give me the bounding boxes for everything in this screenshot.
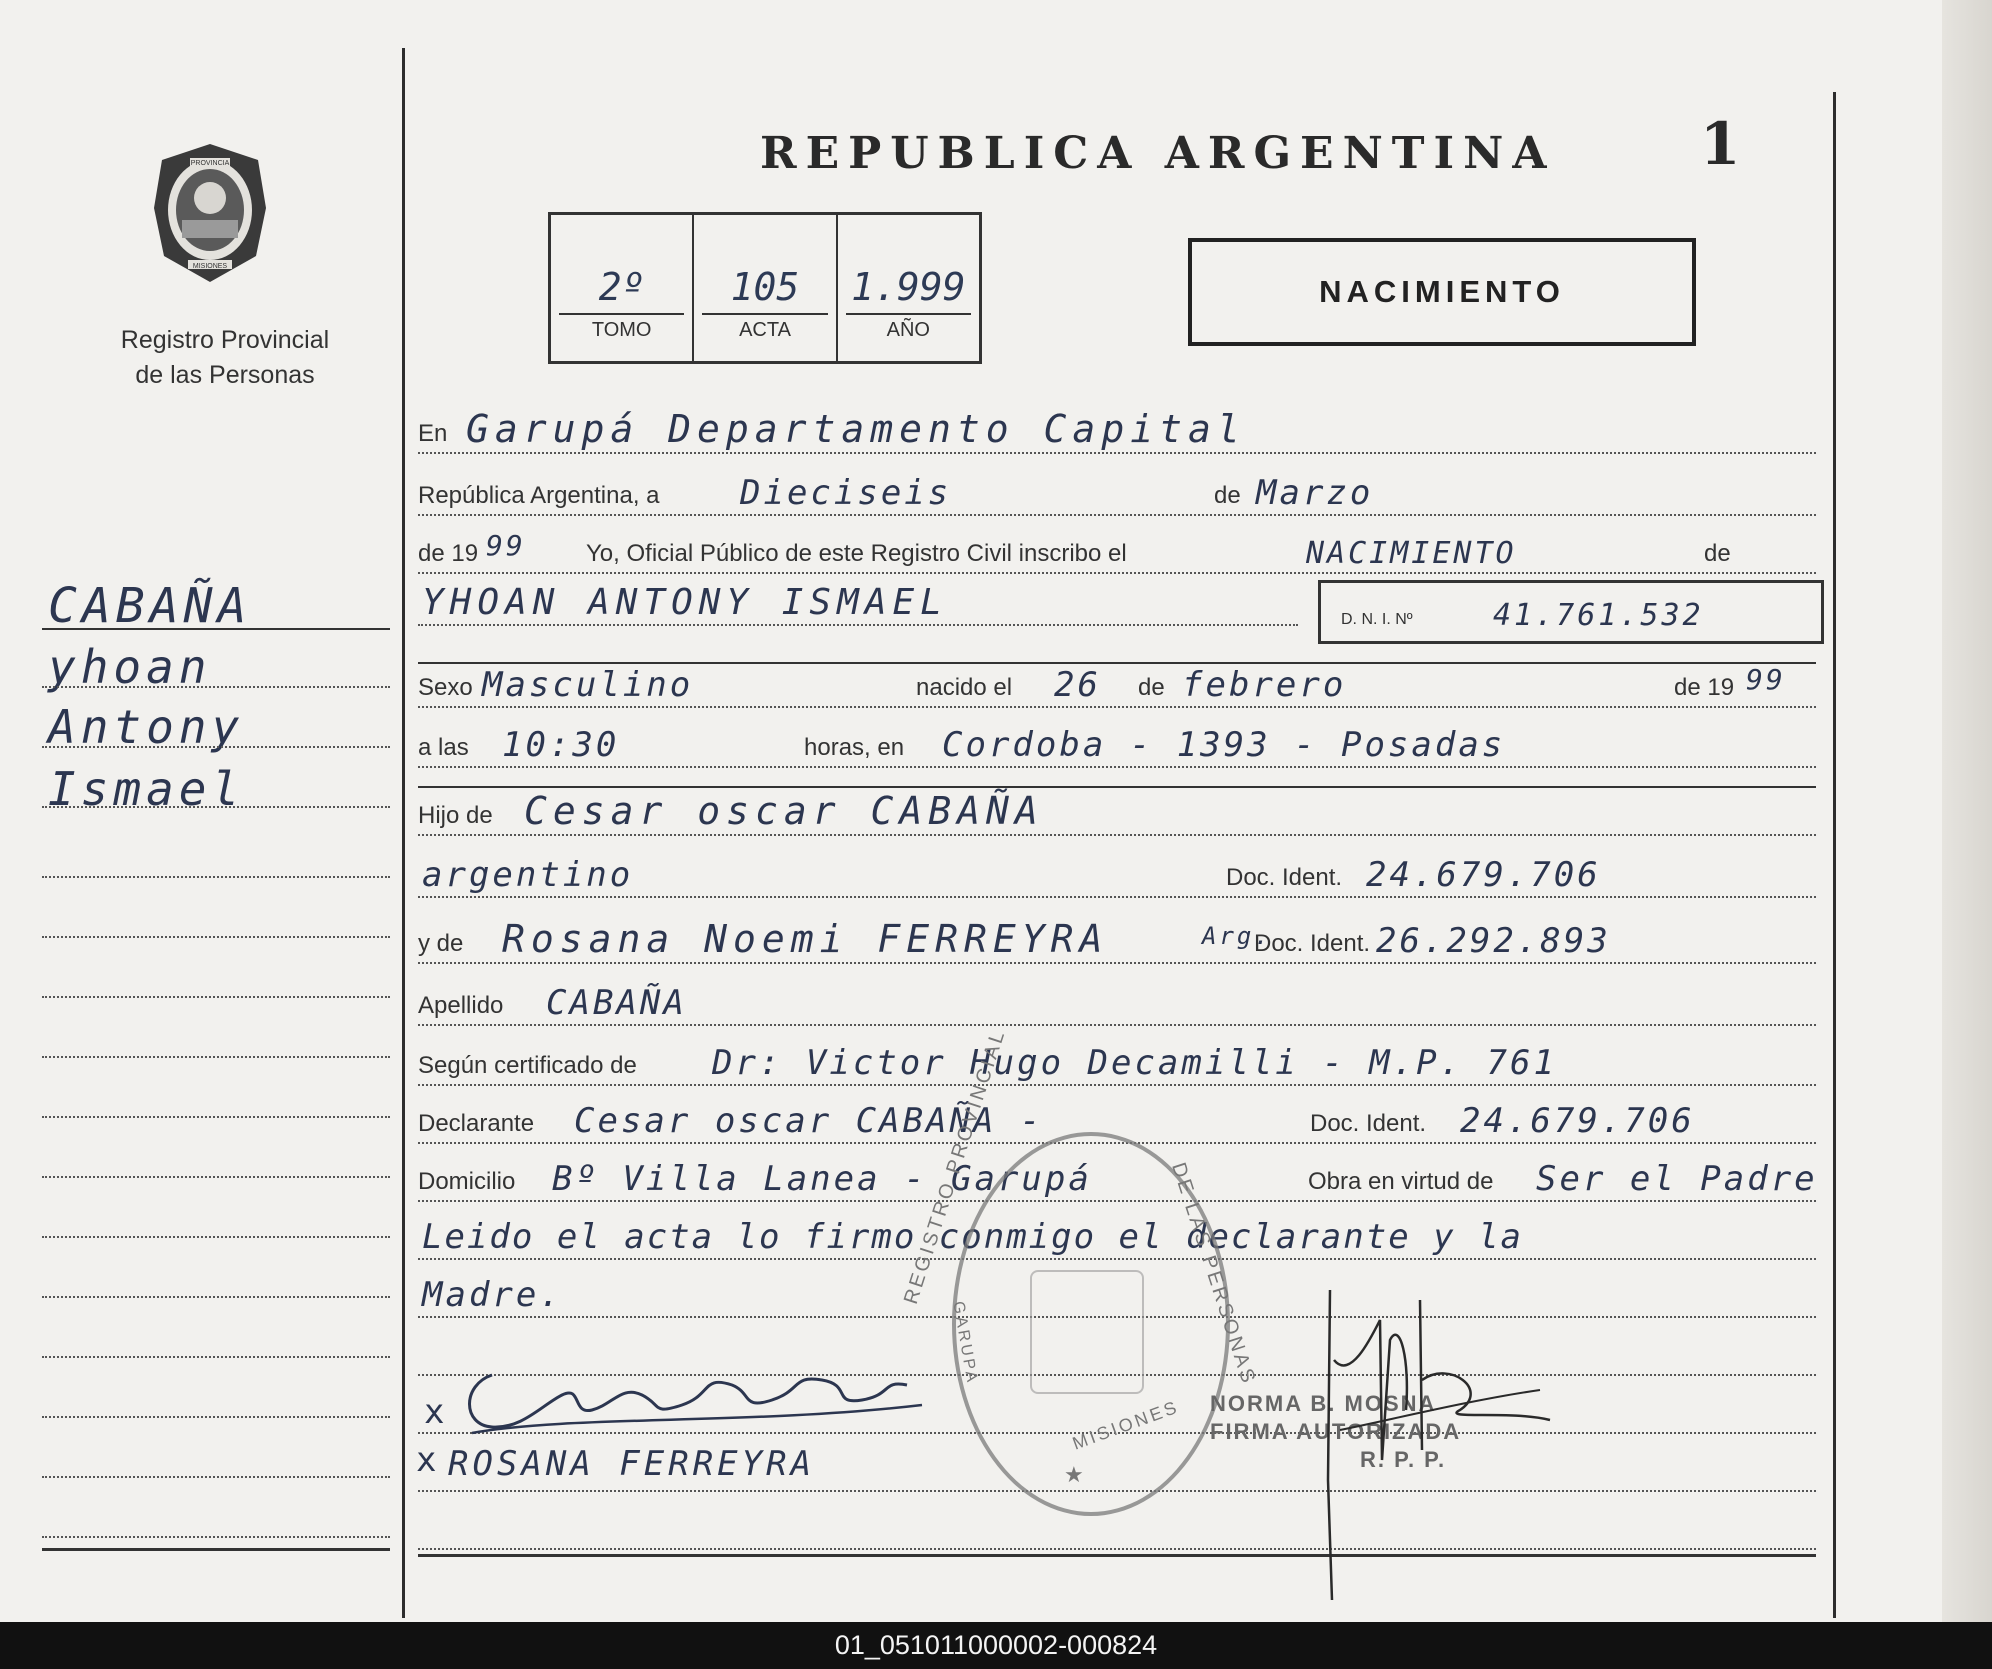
form-bottom-rule [418,1554,1816,1557]
row-certificate [418,1040,1816,1090]
registry-name [70,323,380,393]
stamp-ring-inner: GARUPA [949,1300,981,1387]
anio-cell [838,215,979,361]
dni-box [1318,580,1824,644]
horas-label: horas, en [804,734,905,761]
father-name: Cesar oscar CABAÑA [524,789,1044,833]
birth-year-suffix: 99 [1746,663,1786,696]
page-number: 1 [1700,110,1741,178]
registry-name-line2: de las Personas [135,361,315,389]
official-name-line3: R. P. P. [1360,1447,1447,1472]
nacido-label: nacido el [916,674,1013,701]
birth-month: febrero [1182,665,1347,705]
row-person-name [418,580,1298,630]
margin-surname-rule [42,628,390,630]
margin-line [42,1536,390,1538]
birth-year-prefix: de 19 [1674,674,1735,701]
birth-de-label: de [1138,674,1165,701]
certificado-value: Dr: Victor Hugo Decamilli - M.P. 761 [712,1043,1557,1083]
record-type-box: NACIMIENTO [1188,238,1696,346]
margin-line [42,996,390,998]
right-border [1833,92,1836,1618]
day-value: Dieciseis [740,473,952,513]
acta-label: ACTA [739,319,791,341]
row-inscription [418,528,1816,578]
margin-line [42,1356,390,1358]
margin-line [42,936,390,938]
dni-label: D. N. I. Nº [1341,611,1413,628]
father-nationality: argentino [422,855,634,895]
signer2-mark: x [416,1440,437,1480]
apellido-value: CABAÑA [546,983,687,1023]
acta-value: 105 [730,265,800,309]
anio-value: 1.999 [851,265,966,309]
act-value: NACIMIENTO [1306,536,1517,571]
margin-given-name-3: Ismael [48,762,245,816]
month-value: Marzo [1256,473,1374,513]
row-date [418,470,1816,520]
row-father-doc [418,852,1816,902]
note-line-2: Madre. [422,1275,563,1315]
father-doc: 24.679.706 [1366,855,1601,895]
birth-time: 10:30 [502,725,620,765]
note-line-1: Leido el acta lo firmo conmigo el declarante y la [422,1217,1524,1257]
margin-line [42,746,390,748]
margin-line [42,1176,390,1178]
location-value: Garupá Departamento Capital [466,407,1246,451]
obra-label: Obra en virtud de [1308,1168,1494,1195]
margin-line [42,1296,390,1298]
margin-line [42,806,390,808]
signature-declarant [452,1355,932,1440]
margin-line [42,686,390,688]
hijo-label: Hijo de [418,802,493,829]
father-doc-label: Doc. Ident. [1226,864,1343,891]
declarante-doc: 24.679.706 [1460,1101,1695,1141]
page-edge [1942,0,1992,1622]
year-prefix: de 19 [418,540,479,567]
margin-divider [402,48,405,1618]
obra-value: Ser el Padre [1536,1159,1818,1199]
tomo-cell [551,215,694,361]
tomo-value: 2º [598,265,645,309]
margin-line [42,1056,390,1058]
row-location [418,408,1816,458]
margin-line [42,1236,390,1238]
row-mother [418,918,1816,968]
certificado-label: Según certificado de [418,1052,637,1079]
margin-line [42,1476,390,1478]
declarante-doc-label: Doc. Ident. [1310,1110,1427,1137]
seal-top-text: PROVINCIA [190,160,230,167]
signature-official [1310,1280,1580,1620]
row-sex-birth [418,662,1816,712]
en-label: En [418,420,448,447]
row-father [418,790,1816,840]
apellido-label: Apellido [418,992,504,1019]
oficial-text: Yo, Oficial Público de este Registro Civil inscribo el [586,540,1127,567]
row-time-place [418,722,1816,772]
official-name-line1: NORMA B. MOSNA [1210,1391,1437,1416]
stamp-ring-bottom: MISIONES [1069,1396,1182,1454]
mother-name: Rosana Noemi FERREYRA [502,917,1109,961]
margin-line [42,876,390,878]
margin-surname: CABAÑA [48,578,252,634]
republica-label: República Argentina, a [418,482,660,509]
person-name: YHOAN ANTONY ISMAEL [422,582,948,623]
margin-given-name-1: yhoan [48,640,212,694]
document-title: REPUBLICA ARGENTINA [760,128,1556,179]
reference-box [548,212,982,364]
de-label: de [1214,482,1241,509]
acta-cell [694,215,837,361]
domicilio-value: Bº Villa Lanea - Garupá [552,1159,1092,1199]
stamp-star-icon: ★ [1064,1462,1087,1487]
mother-doc-label: Doc. Ident. [1254,930,1371,957]
seal-bottom-text: MISIONES [192,263,228,270]
domicilio-label: Domicilio [418,1168,516,1195]
mother-doc: 26.292.893 [1376,921,1611,961]
stamp-emblem-icon [1030,1270,1144,1394]
margin-given-name-2: Antony [48,700,245,754]
margin-line [42,1416,390,1418]
tomo-label: TOMO [591,319,652,341]
anio-label: AÑO [886,319,930,341]
dni-value: 41.761.532 [1493,598,1704,633]
signer1-mark: x [424,1392,445,1432]
declarante-label: Declarante [418,1110,535,1137]
birth-place: Cordoba - 1393 - Posadas [942,725,1506,765]
declarante-value: Cesar oscar CABAÑA - [574,1101,1044,1141]
alas-label: a las [418,734,469,761]
de2-label: de [1704,540,1731,567]
birth-day: 26 [1054,665,1101,705]
year-suffix: 99 [486,529,526,562]
mother-nationality: Arg. [1202,922,1272,950]
sexo-value: Masculino [482,665,694,705]
place-rule [418,786,1816,788]
row-surname [418,980,1816,1030]
image-id-footer: 01_051011000002-000824 [0,1622,1992,1669]
margin-bottom-rule [42,1548,390,1551]
stamp-ring-left: REGISTRO PROVINCIAL [900,1025,1010,1307]
margin-line [42,1116,390,1118]
sexo-label: Sexo [418,674,473,701]
signer2-name: ROSANA FERREYRA [448,1444,816,1484]
registry-name-line1: Registro Provincial [120,326,330,354]
yde-label: y de [418,930,464,957]
stamp-ring-right: DE LAS PERSONAS [1167,1160,1260,1389]
provincial-seal-icon [140,138,280,288]
official-name-line2: FIRMA AUTORIZADA [1210,1419,1462,1444]
